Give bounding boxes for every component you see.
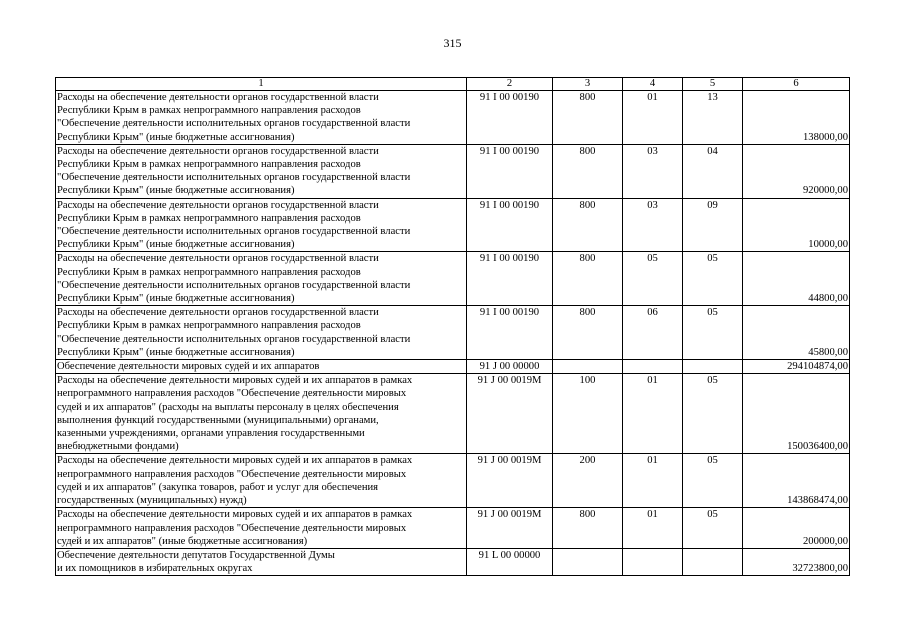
amount-cell: 138000,00 xyxy=(743,91,850,145)
header-cell: 4 xyxy=(623,78,683,91)
expense-name-line: Республики Крым" (иные бюджетные ассигнования) xyxy=(57,131,295,143)
expense-type-cell: 200 xyxy=(553,454,623,508)
expense-name-line: государственных (муниципальных) нужд) xyxy=(57,495,247,507)
table-row xyxy=(56,548,850,575)
amount-cell: 143868474,00 xyxy=(743,454,850,508)
subsection-cell xyxy=(683,360,743,374)
expense-name-line: выполнения функций государственными (муниципальными) органами, xyxy=(57,414,379,426)
table-row xyxy=(56,360,850,374)
header-cell: 1 xyxy=(56,78,467,91)
expense-name-line: казенными учреждениями, органами управления государственными xyxy=(57,428,365,440)
amount-cell: 294104874,00 xyxy=(743,360,850,374)
section-cell xyxy=(623,548,683,575)
header-cell: 2 xyxy=(467,78,553,91)
budget-code-cell: 91 L 00 00000 xyxy=(467,548,553,575)
subsection-cell: 05 xyxy=(683,252,743,306)
expense-name-line: непрограммного направления расходов "Обеспечение деятельности мировых xyxy=(57,522,407,534)
amount-cell: 920000,00 xyxy=(743,144,850,198)
subsection-cell: 05 xyxy=(683,374,743,454)
expense-type-cell: 800 xyxy=(553,306,623,360)
subsection-cell: 04 xyxy=(683,144,743,198)
expense-name-line: Республики Крым в рамках непрограммного направления расходов xyxy=(57,105,361,117)
subsection-cell: 13 xyxy=(683,91,743,145)
expense-name-line: Республики Крым в рамках непрограммного направления расходов xyxy=(57,320,361,332)
expense-name-cell xyxy=(56,91,467,145)
expense-name-line: "Обеспечение деятельности исполнительных органов государственной власти xyxy=(57,172,411,184)
subsection-cell xyxy=(683,548,743,575)
expense-name-line: непрограммного направления расходов "Обеспечение деятельности мировых xyxy=(57,468,407,480)
expense-name-cell xyxy=(56,374,467,454)
section-cell: 05 xyxy=(623,252,683,306)
expense-name-line: Расходы на обеспечение деятельности органов государственной власти xyxy=(57,307,379,319)
table-row xyxy=(56,306,850,360)
section-cell: 03 xyxy=(623,198,683,252)
expense-name-line: Расходы на обеспечение деятельности органов государственной власти xyxy=(57,253,379,265)
expense-name-cell xyxy=(56,454,467,508)
expense-name-cell xyxy=(56,508,467,549)
expense-name-line: Расходы на обеспечение деятельности органов государственной власти xyxy=(57,92,379,103)
table-row xyxy=(56,252,850,306)
expense-name-line: судей и их аппаратов" (расходы на выплаты персоналу в целях обеспечения xyxy=(57,401,399,413)
expense-name-line: Расходы на обеспечение деятельности органов государственной власти xyxy=(57,145,379,157)
expense-name-line: "Обеспечение деятельности исполнительных органов государственной власти xyxy=(57,226,411,238)
expense-type-cell: 100 xyxy=(553,374,623,454)
expense-name-line: Республики Крым" (иные бюджетные ассигнования) xyxy=(57,293,295,305)
section-cell: 01 xyxy=(623,91,683,145)
expense-name-line: Республики Крым" (иные бюджетные ассигнования) xyxy=(57,185,295,197)
header-cell: 3 xyxy=(553,78,623,91)
table-row xyxy=(56,144,850,198)
table-row xyxy=(56,91,850,145)
budget-table xyxy=(55,77,850,576)
expense-name-cell xyxy=(56,306,467,360)
subsection-cell: 09 xyxy=(683,198,743,252)
budget-code-cell: 91 I 00 00190 xyxy=(467,91,553,145)
expense-name-line: внебюджетными фондами) xyxy=(57,441,179,453)
expense-name-line: Республики Крым" (иные бюджетные ассигнования) xyxy=(57,239,295,251)
expense-type-cell: 800 xyxy=(553,252,623,306)
section-cell: 01 xyxy=(623,374,683,454)
expense-name-line: Обеспечение деятельности депутатов Государственной Думы xyxy=(57,549,335,561)
header-cell: 6 xyxy=(743,78,850,91)
budget-code-cell: 91 J 00 0019M xyxy=(467,508,553,549)
budget-code-cell: 91 I 00 00190 xyxy=(467,144,553,198)
section-cell: 03 xyxy=(623,144,683,198)
expense-name-cell xyxy=(56,360,467,374)
expense-name-cell xyxy=(56,144,467,198)
budget-code-cell: 91 J 00 0019M xyxy=(467,374,553,454)
budget-code-cell: 91 J 00 0019M xyxy=(467,454,553,508)
amount-cell: 200000,00 xyxy=(743,508,850,549)
budget-code-cell: 91 I 00 00190 xyxy=(467,306,553,360)
expense-type-cell: 800 xyxy=(553,91,623,145)
expense-name-line: судей и их аппаратов" (иные бюджетные ассигнования) xyxy=(57,535,308,547)
expense-name-line: Республики Крым" (иные бюджетные ассигнования) xyxy=(57,346,295,358)
expense-type-cell: 800 xyxy=(553,198,623,252)
header-cell: 5 xyxy=(683,78,743,91)
amount-cell: 32723800,00 xyxy=(743,548,850,575)
expense-name-line: непрограммного направления расходов "Обеспечение деятельности мировых xyxy=(57,388,407,400)
expense-name-cell xyxy=(56,548,467,575)
section-cell: 01 xyxy=(623,454,683,508)
table-row xyxy=(56,454,850,508)
expense-type-cell xyxy=(553,548,623,575)
table-row xyxy=(56,374,850,454)
table-row xyxy=(56,198,850,252)
expense-name-line: Расходы на обеспечение деятельности мировых судей и их аппаратов в рамках xyxy=(57,509,413,521)
amount-cell: 44800,00 xyxy=(743,252,850,306)
expense-name-line: "Обеспечение деятельности исполнительных органов государственной власти xyxy=(57,333,411,345)
amount-cell: 45800,00 xyxy=(743,306,850,360)
expense-name-line: "Обеспечение деятельности исполнительных органов государственной власти xyxy=(57,279,411,291)
amount-cell: 10000,00 xyxy=(743,198,850,252)
subsection-cell: 05 xyxy=(683,306,743,360)
expense-name-line: Расходы на обеспечение деятельности мировых судей и их аппаратов в рамках xyxy=(57,375,413,387)
table-row xyxy=(56,508,850,549)
expense-type-cell: 800 xyxy=(553,144,623,198)
expense-type-cell: 800 xyxy=(553,508,623,549)
subsection-cell: 05 xyxy=(683,454,743,508)
amount-cell: 150036400,00 xyxy=(743,374,850,454)
expense-name-line: Республики Крым в рамках непрограммного направления расходов xyxy=(57,159,361,171)
section-cell xyxy=(623,360,683,374)
section-cell: 06 xyxy=(623,306,683,360)
budget-code-cell: 91 I 00 00190 xyxy=(467,252,553,306)
expense-name-line: судей и их аппаратов" (закупка товаров, работ и услуг для обеспечения xyxy=(57,481,379,493)
section-cell: 01 xyxy=(623,508,683,549)
expense-type-cell xyxy=(553,360,623,374)
expense-name-line: Расходы на обеспечение деятельности органов государственной власти xyxy=(57,199,379,211)
expense-name-line: Республики Крым в рамках непрограммного направления расходов xyxy=(57,266,361,278)
expense-name-line: Расходы на обеспечение деятельности мировых судей и их аппаратов в рамках xyxy=(57,455,413,467)
expense-name-line: и их помощников в избирательных округах xyxy=(57,563,253,575)
header-row xyxy=(56,78,850,91)
expense-name-cell xyxy=(56,252,467,306)
expense-name-cell xyxy=(56,198,467,252)
subsection-cell: 05 xyxy=(683,508,743,549)
page-number: 315 xyxy=(443,36,462,50)
expense-name-line: Обеспечение деятельности мировых судей и их аппаратов xyxy=(57,361,320,373)
budget-code-cell: 91 I 00 00190 xyxy=(467,198,553,252)
expense-name-line: "Обеспечение деятельности исполнительных органов государственной власти xyxy=(57,118,411,130)
expense-name-line: Республики Крым в рамках непрограммного направления расходов xyxy=(57,212,361,224)
budget-code-cell: 91 J 00 00000 xyxy=(467,360,553,374)
